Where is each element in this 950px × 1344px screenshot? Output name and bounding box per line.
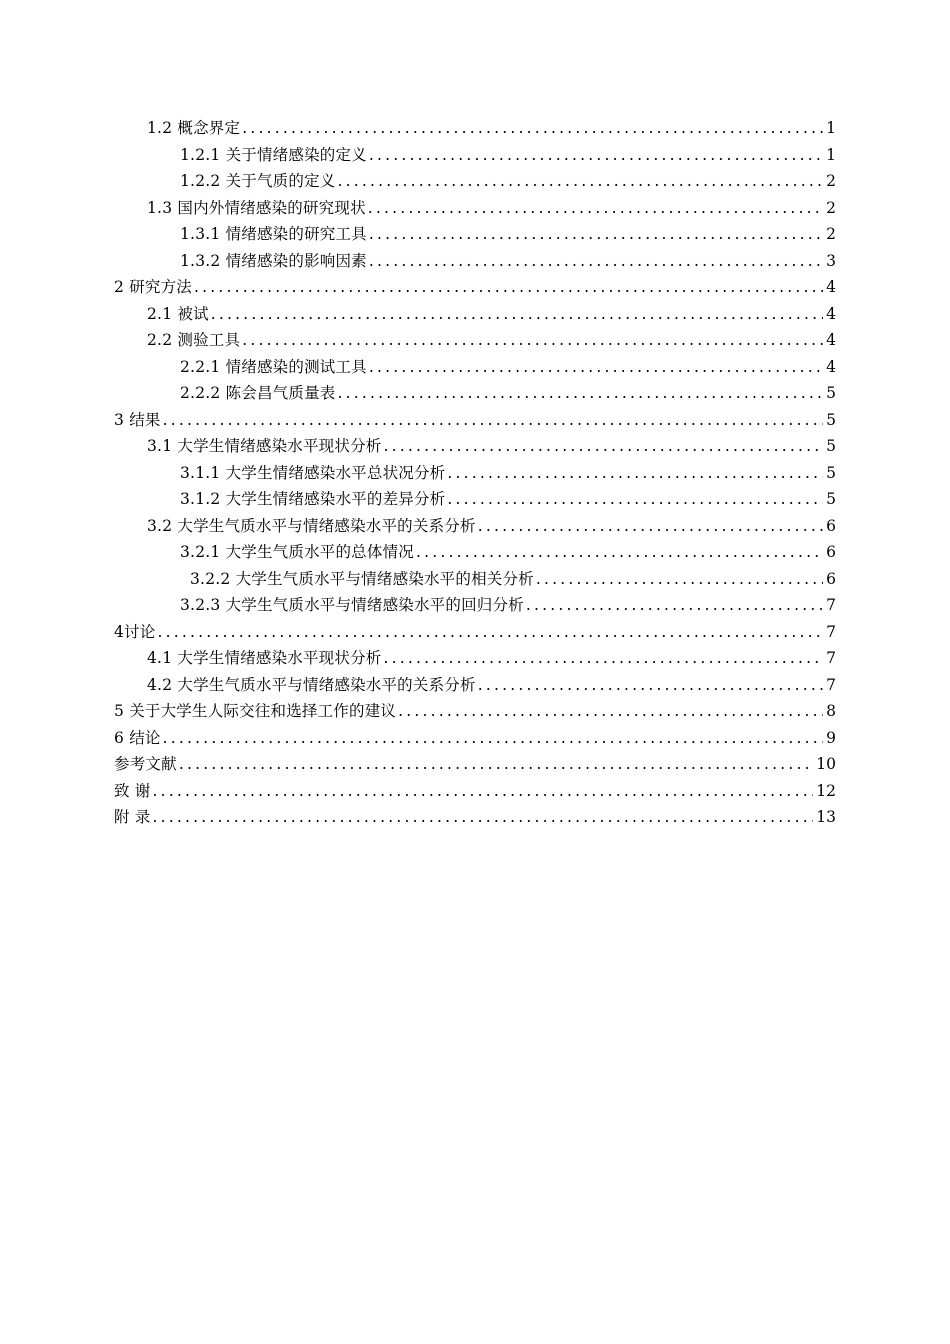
- toc-entry[interactable]: [114, 407, 836, 434]
- toc-entry-page: 7: [826, 622, 836, 641]
- toc-entry-title: 3.2 大学生气质水平与情绪感染水平的关系分析: [147, 516, 476, 535]
- table-of-contents: [114, 115, 836, 831]
- toc-dot-leader: [526, 592, 823, 619]
- toc-dot-leader: [157, 619, 823, 646]
- toc-entry[interactable]: [114, 751, 836, 778]
- toc-entry-page: 2: [826, 198, 836, 217]
- toc-dot-leader: [369, 142, 823, 169]
- toc-dot-leader: [153, 804, 814, 831]
- toc-entry-page: 3: [826, 251, 836, 270]
- toc-entry[interactable]: [114, 354, 836, 381]
- toc-entry-page: 5: [826, 437, 836, 455]
- toc-dot-leader: [163, 725, 824, 752]
- toc-entry-page: 5: [826, 463, 836, 482]
- toc-dot-leader: [447, 486, 823, 513]
- toc-entry-title: 3.1.2 大学生情绪感染水平的差异分析: [180, 490, 446, 508]
- toc-entry[interactable]: [114, 672, 836, 699]
- toc-entry-title: 2.1 被试: [147, 304, 209, 323]
- toc-entry[interactable]: [114, 380, 836, 407]
- toc-dot-leader: [153, 778, 814, 805]
- toc-entry-title: 5 关于大学生人际交往和选择工作的建议: [114, 702, 397, 720]
- toc-entry[interactable]: [114, 142, 836, 169]
- toc-entry[interactable]: [114, 725, 836, 752]
- toc-entry-page: 5: [826, 384, 836, 402]
- toc-entry-page: 8: [826, 702, 836, 720]
- toc-entry-title: 附 录: [114, 808, 151, 826]
- toc-entry-title: 3.2.2 大学生气质水平与情绪感染水平的相关分析: [190, 569, 534, 588]
- toc-entry-page: 4: [826, 278, 836, 296]
- toc-entry-title: 2.2.1 情绪感染的测试工具: [180, 357, 367, 376]
- toc-entry-title: 1.2.1 关于情绪感染的定义: [180, 145, 367, 164]
- toc-dot-leader: [211, 301, 823, 328]
- toc-dot-leader: [383, 433, 823, 460]
- toc-entry[interactable]: [114, 168, 836, 195]
- toc-entry-title: 1.3.2 情绪感染的影响因素: [180, 251, 367, 270]
- toc-entry-title: 1.3.1 情绪感染的研究工具: [180, 225, 367, 243]
- toc-entry-title: 2.2 测验工具: [147, 331, 241, 349]
- toc-entry-title: 4.1 大学生情绪感染水平现状分析: [147, 649, 382, 667]
- toc-entry-title: 1.2 概念界定: [147, 119, 241, 137]
- toc-entry[interactable]: [114, 221, 836, 248]
- toc-entry-page: 5: [826, 490, 836, 508]
- toc-entry-page: 12: [816, 781, 836, 800]
- toc-entry-title: 2 研究方法: [114, 278, 192, 296]
- toc-entry[interactable]: [114, 539, 836, 566]
- toc-dot-leader: [179, 751, 813, 778]
- toc-entry[interactable]: [114, 566, 836, 593]
- toc-entry-title: 6 结论: [114, 728, 161, 747]
- toc-entry[interactable]: [114, 698, 836, 725]
- toc-dot-leader: [369, 221, 823, 248]
- toc-dot-leader: [368, 195, 823, 222]
- toc-entry-page: 4: [826, 357, 836, 376]
- toc-entry[interactable]: [114, 804, 836, 831]
- toc-entry[interactable]: [114, 301, 836, 328]
- toc-dot-leader: [337, 380, 823, 407]
- toc-dot-leader: [242, 115, 823, 142]
- toc-entry[interactable]: [114, 778, 836, 805]
- toc-dot-leader: [447, 460, 823, 487]
- toc-entry[interactable]: [114, 592, 836, 619]
- toc-dot-leader: [478, 672, 823, 699]
- toc-entry-title: 参考文献: [114, 755, 177, 773]
- toc-entry-page: 13: [816, 808, 836, 826]
- toc-entry-title: 3.2.3 大学生气质水平与情绪感染水平的回归分析: [180, 596, 524, 614]
- toc-entry-title: 致 谢: [114, 781, 151, 800]
- toc-entry[interactable]: [114, 248, 836, 275]
- toc-entry[interactable]: [114, 645, 836, 672]
- toc-entry[interactable]: [114, 513, 836, 540]
- toc-dot-leader: [163, 407, 824, 434]
- toc-entry[interactable]: [114, 460, 836, 487]
- toc-entry[interactable]: [114, 486, 836, 513]
- toc-entry-page: 10: [816, 755, 836, 773]
- toc-entry-page: 5: [826, 410, 836, 429]
- toc-dot-leader: [369, 248, 823, 275]
- toc-dot-leader: [383, 645, 823, 672]
- toc-entry-title: 3.2.1 大学生气质水平的总体情况: [180, 543, 414, 561]
- toc-dot-leader: [398, 698, 823, 725]
- toc-entry-page: 1: [826, 119, 836, 137]
- toc-dot-leader: [416, 539, 823, 566]
- toc-entry-title: 4讨论: [114, 622, 156, 641]
- toc-entry-title: 2.2.2 陈会昌气质量表: [180, 384, 336, 402]
- toc-entry[interactable]: [114, 274, 836, 301]
- toc-entry-page: 4: [826, 331, 836, 349]
- toc-dot-leader: [337, 168, 823, 195]
- toc-entry-page: 6: [826, 543, 836, 561]
- toc-entry-page: 6: [826, 516, 836, 535]
- toc-entry-page: 7: [826, 675, 836, 694]
- toc-dot-leader: [242, 327, 823, 354]
- toc-dot-leader: [536, 566, 823, 593]
- toc-entry-page: 2: [826, 225, 836, 243]
- toc-entry-page: 4: [826, 304, 836, 323]
- toc-entry-title: 4.2 大学生气质水平与情绪感染水平的关系分析: [147, 675, 476, 694]
- toc-entry[interactable]: [114, 195, 836, 222]
- toc-entry-page: 6: [826, 569, 836, 588]
- toc-entry[interactable]: [114, 433, 836, 460]
- toc-entry-page: 1: [826, 145, 836, 164]
- toc-entry-title: 1.2.2 关于气质的定义: [180, 172, 336, 190]
- toc-dot-leader: [369, 354, 823, 381]
- toc-entry-title: 3.1 大学生情绪感染水平现状分析: [147, 437, 382, 455]
- toc-entry-page: 7: [826, 649, 836, 667]
- toc-entry-page: 9: [826, 728, 836, 747]
- toc-dot-leader: [194, 274, 823, 301]
- toc-entry-title: 3.1.1 大学生情绪感染水平总状况分析: [180, 463, 446, 482]
- toc-entry-title: 3 结果: [114, 410, 161, 429]
- toc-dot-leader: [478, 513, 823, 540]
- toc-entry-title: 1.3 国内外情绪感染的研究现状: [147, 198, 366, 217]
- toc-entry[interactable]: [114, 115, 836, 142]
- toc-entry-page: 2: [826, 172, 836, 190]
- toc-entry-page: 7: [826, 596, 836, 614]
- toc-entry[interactable]: [114, 327, 836, 354]
- toc-entry[interactable]: [114, 619, 836, 646]
